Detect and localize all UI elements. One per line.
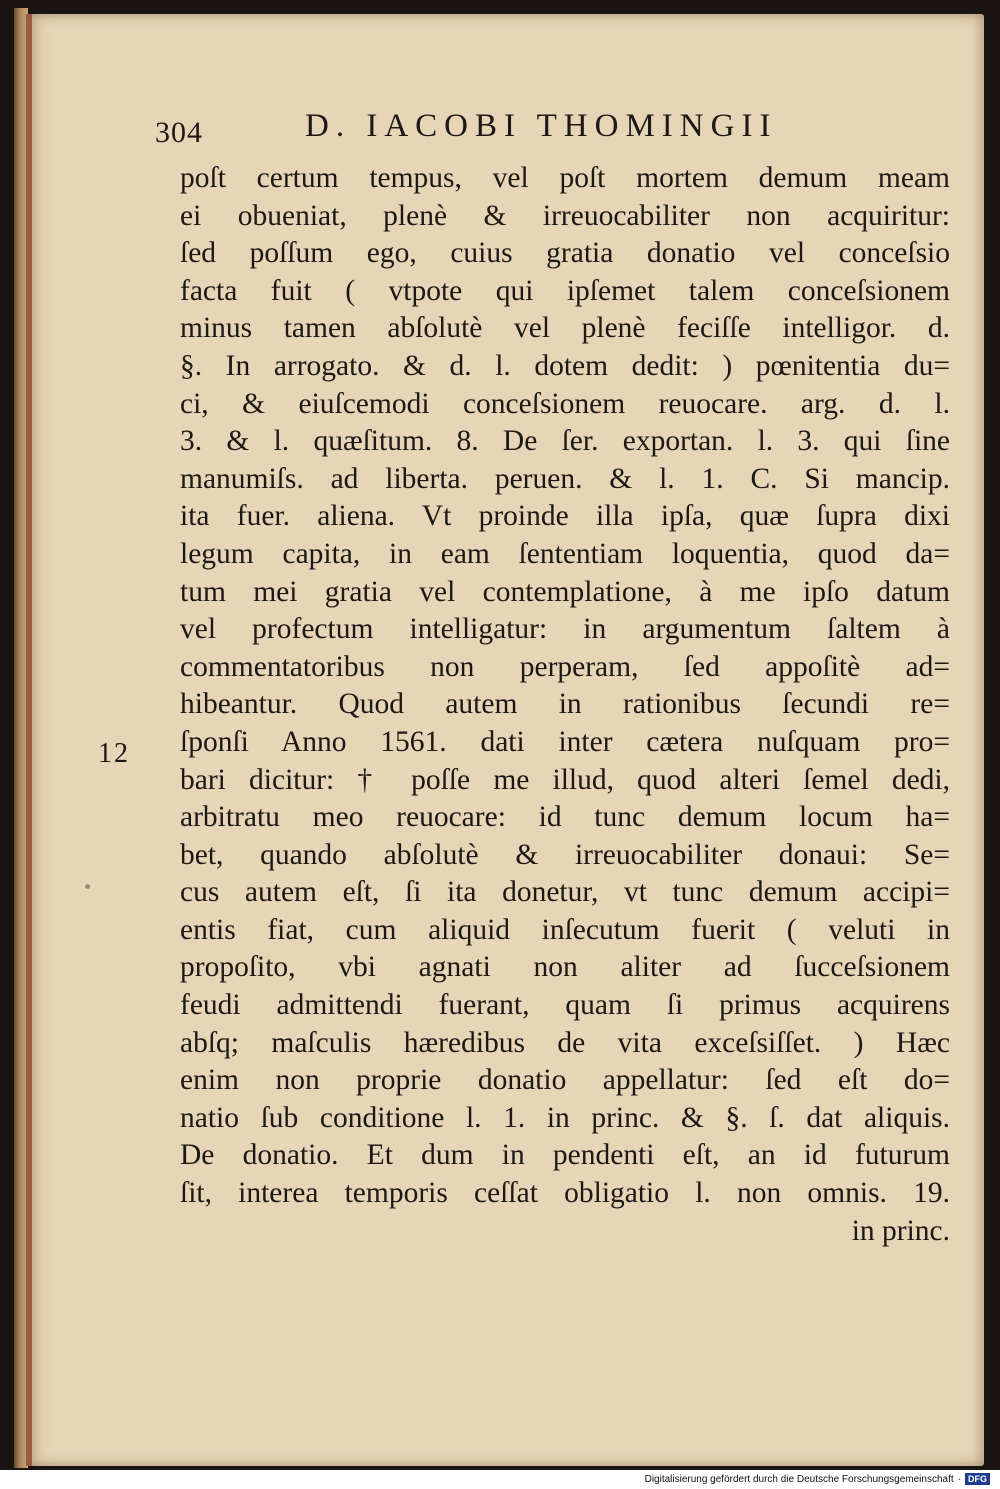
text-line: natio ſub conditione l. 1. in princ. & §. ſ. dat aliquis.	[180, 1101, 950, 1134]
footer-separator: ·	[957, 1473, 961, 1485]
text-line: enim non proprie donatio appellatur: ſed eſt do=	[180, 1064, 950, 1097]
text-line: 3. & l. quæſitum. 8. De ſer. exportan. l. 3. qui ſine	[180, 425, 950, 458]
text-line: propoſito, vbi agnati non aliter ad ſucceſsionem	[180, 951, 950, 984]
text-line: bari dicitur: † poſſe me illud, quod alteri ſemel dedi,	[180, 763, 950, 796]
funding-credit-text: Digitalisierung gefördert durch die Deutsche Forschungsgemeinschaft	[644, 1473, 954, 1485]
text-line: feudi admittendi fuerant, quam ſi primus acquirens	[180, 989, 950, 1022]
body-text	[180, 160, 950, 1250]
text-line: entis fiat, cum aliquid inſecutum fuerit ( veluti in	[180, 913, 950, 946]
text-line: De donatio. Et dum in pendenti eſt, an id futurum	[180, 1139, 950, 1172]
text-line: hibeantur. Quod autem in rationibus ſecundi re=	[180, 688, 950, 721]
text-line: cus autem eſt, ſi ita donetur, vt tunc demum accipi=	[180, 876, 950, 909]
page-number: 304	[155, 116, 203, 149]
text-line: commentatoribus non perperam, ſed appoſitè ad=	[180, 650, 950, 683]
text-line: §. In arrogato. & d. l. dotem dedit: ) pœnitentia du=	[180, 349, 950, 382]
dfg-logo-icon[interactable]: DFG	[965, 1473, 990, 1485]
text-line: bet, quando abſolutè & irreuocabiliter donaui: Se=	[180, 838, 950, 871]
margin-note: 12	[98, 738, 130, 769]
footer-credit	[645, 1472, 990, 1486]
running-title: D. IACOBI THOMINGII	[305, 108, 778, 144]
text-line: legum capita, in eam ſententiam loquentia, quod da=	[180, 537, 950, 570]
text-line: ita fuer. aliena. Vt proinde illa ipſa, quæ ſupra dixi	[180, 500, 950, 533]
text-line: abſq; maſculis hæredibus de vita exceſsiſſet. ) Hæc	[180, 1026, 950, 1059]
catchword: in princ.	[851, 1214, 950, 1247]
text-line: ſed poſſum ego, cuius gratia donatio vel conceſsio	[180, 237, 950, 270]
text-line: vel profectum intelligatur: in argumentum ſaltem à	[180, 613, 950, 646]
text-line: ſit, interea temporis ceſſat obligatio l. non omnis. 19.	[180, 1177, 950, 1210]
text-line: tum mei gratia vel contemplatione, à me ipſo datum	[180, 575, 950, 608]
text-line: ſponſi Anno 1561. dati inter cætera nuſquam pro=	[180, 725, 950, 758]
page-gutter-edge	[26, 14, 32, 1466]
text-line: facta fuit ( vtpote qui ipſemet talem conceſsionem	[180, 274, 950, 307]
text-line: poſt certum tempus, vel poſt mortem demum meam	[180, 162, 950, 194]
text-line: ei obueniat, plenè & irreuocabiliter non acquiritur:	[180, 199, 950, 232]
ink-speck	[85, 884, 90, 889]
text-line: minus tamen abſolutè vel plenè feciſſe intelligor. d.	[180, 312, 950, 345]
text-line: manumiſs. ad liberta. peruen. & l. 1. C. Si mancip.	[180, 462, 950, 495]
text-line: arbitratu meo reuocare: id tunc demum locum ha=	[180, 801, 950, 834]
text-line: ci, & eiuſcemodi conceſsionem reuocare. arg. d. l.	[180, 387, 950, 420]
page-header	[155, 108, 875, 158]
